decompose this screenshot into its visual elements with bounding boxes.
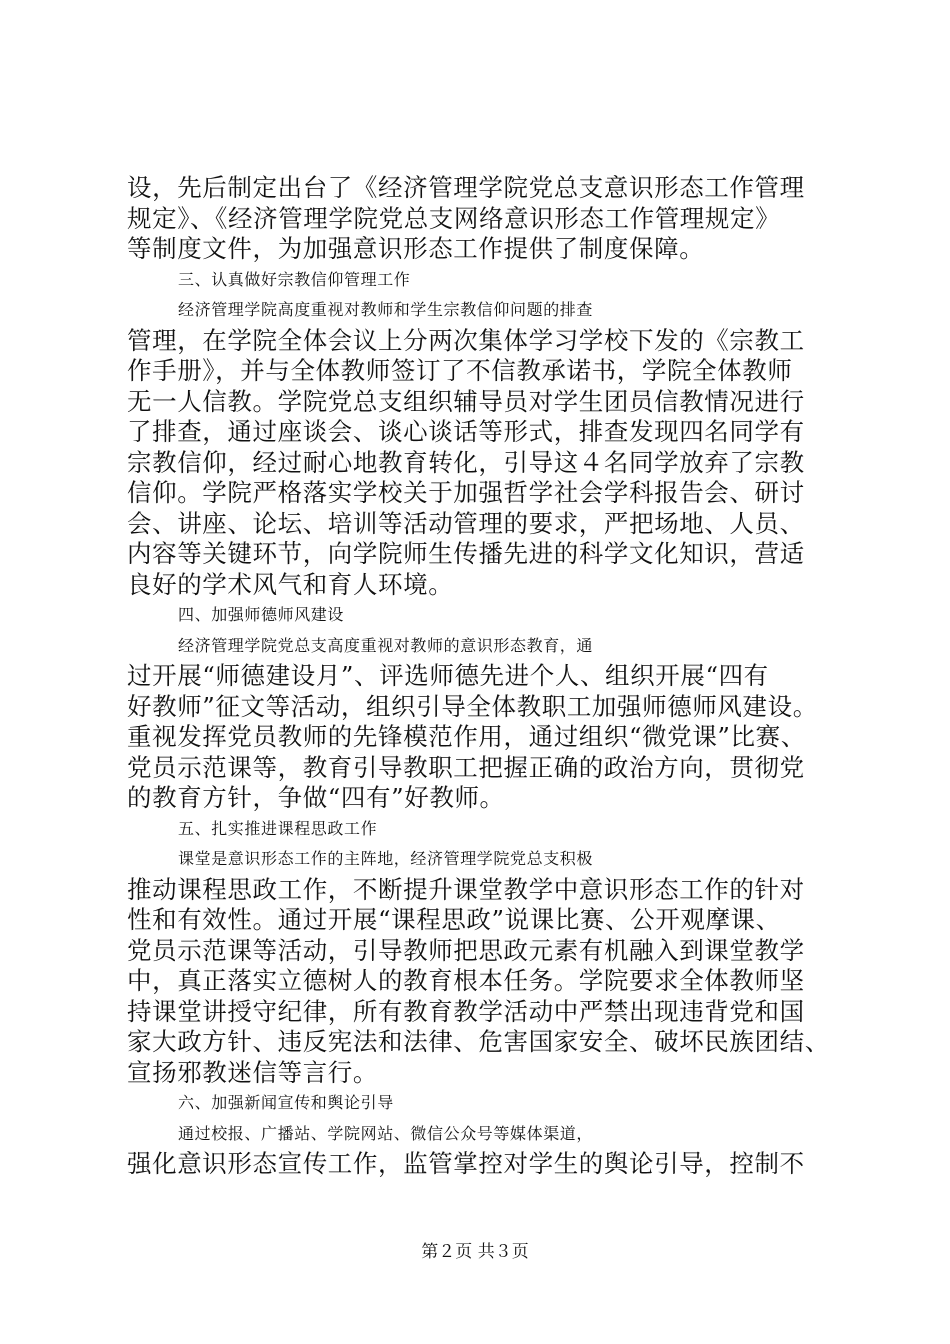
body-text-line: 无一人信教。学院党总支组织辅导员对学生团员信教情况进行	[127, 387, 805, 416]
body-text-line: 通过校报、广播站、学院网站、微信公众号等媒体渠道，	[178, 1124, 594, 1143]
body-text-line: 规定》、《经济管理学院党总支网络意识形态工作管理规定》	[127, 204, 781, 233]
page-number-footer: 第２页 共３页	[421, 1242, 529, 1262]
body-text-line: 宣扬邪教迷信等言行。	[127, 1058, 378, 1087]
body-text-line: 强化意识形态宣传工作，监管掌控对学生的舆论引导，控制不	[127, 1149, 805, 1178]
body-text-line: 宗教信仰，经过耐心地教育转化，引导这４名同学放弃了宗教	[127, 448, 805, 477]
body-text-line: 内容等关键环节，向学院师生传播先进的科学文化知识，营适	[127, 539, 805, 568]
section-heading: 三、认真做好宗教信仰管理工作	[178, 270, 411, 289]
body-text-line: 推动课程思政工作，不断提升课堂教学中意识形态工作的针对	[127, 875, 805, 904]
body-text-line: 等制度文件，为加强意识形态工作提供了制度保障。	[127, 234, 705, 263]
body-text-line: 好教师”征文等活动，组织引导全体教职工加强师德师风建设。	[127, 692, 818, 721]
body-text-line: 党员示范课等，教育引导教职工把握正确的政治方向，贯彻党	[127, 753, 805, 782]
body-text-line: 经济管理学院党总支高度重视对教师的意识形态教育，通	[178, 636, 594, 655]
body-text-line: 会、讲座、论坛、培训等活动管理的要求，严把场地、人员、	[127, 509, 805, 538]
body-text-line: 了排查，通过座谈会、谈心谈话等形式，排查发现四名同学有	[127, 417, 805, 446]
section-heading: 五、扎实推进课程思政工作	[178, 819, 378, 838]
body-text-line: 的教育方针，争做“四有”好教师。	[127, 783, 505, 812]
body-text-line: 管理，在学院全体会议上分两次集体学习学校下发的《宗教工	[127, 326, 805, 355]
body-text-line: 重视发挥党员教师的先锋模范作用，通过组织“微党课”比赛、	[127, 722, 806, 751]
section-heading: 四、加强师德师风建设	[178, 605, 345, 624]
body-text-line: 中，真正落实立德树人的教育根本任务。学院要求全体教师坚	[127, 966, 805, 995]
section-heading: 六、加强新闻宣传和舆论引导	[178, 1093, 394, 1112]
body-text-line: 性和有效性。通过开展“课程思政”说课比赛、公开观摩课、	[127, 905, 781, 934]
body-text-line: 作手册》，并与全体教师签订了不信教承诺书，学院全体教师	[127, 356, 793, 385]
body-text-line: 持课堂讲授守纪律，所有教育教学活动中严禁出现违背党和国	[127, 997, 805, 1026]
body-text-line: 良好的学术风气和育人环境。	[127, 570, 454, 599]
body-text-line: 课堂是意识形态工作的主阵地，经济管理学院党总支积极	[178, 849, 594, 868]
body-text-line: 家大政方针、违反宪法和法律、危害国家安全、破坏民族团结、	[127, 1027, 830, 1056]
body-text-line: 过开展“师德建设月”、评选师德先进个人、组织开展“四有	[127, 661, 769, 690]
body-text-line: 设，先后制定出台了《经济管理学院党总支意识形态工作管理	[127, 173, 805, 202]
body-text-line: 党员示范课等活动，引导教师把思政元素有机融入到课堂教学	[127, 936, 805, 965]
body-text-line: 经济管理学院高度重视对教师和学生宗教信仰问题的排查	[178, 300, 594, 319]
body-text-line: 信仰。学院严格落实学校关于加强哲学社会学科报告会、研讨	[127, 478, 805, 507]
